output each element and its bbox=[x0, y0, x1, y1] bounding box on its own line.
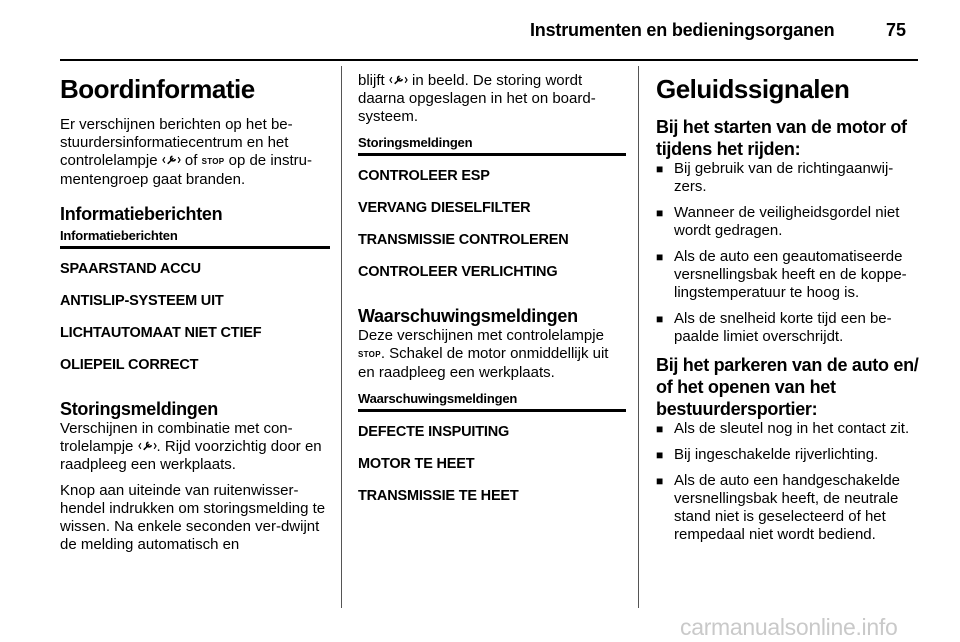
list-item: ■ Bij gebruik van de richtingaanwij-zers. bbox=[656, 160, 922, 196]
stop-symbol: STOP bbox=[201, 157, 225, 166]
fault-text-a: Verschijnen in combinatie met con-trolelampje bbox=[60, 420, 293, 455]
warn-message: TRANSMISSIE TE HEET bbox=[358, 488, 519, 504]
warn-heading: Waarschuwingsmeldingen bbox=[358, 306, 578, 326]
fault-message: CONTROLEER ESP bbox=[358, 168, 490, 184]
header-rule bbox=[60, 59, 918, 61]
wrench-warning-icon bbox=[162, 153, 181, 167]
info-table-header: Informatieberichten bbox=[60, 227, 330, 249]
wrench-warning-icon bbox=[138, 439, 157, 453]
fault-text-b: . Rijd voorzichtig door en raadpleeg een werkplaats. bbox=[60, 438, 322, 473]
fault-paragraph-2: Knop aan uiteinde van ruitenwisser-hendel indrukken om storingsmelding te wissen. Na enkele seconden ver-dwijnt de melding automatisch en bbox=[60, 482, 326, 553]
column-3 bbox=[656, 72, 922, 552]
column-divider-1 bbox=[341, 66, 342, 608]
intro-paragraph bbox=[60, 116, 330, 189]
fault-message: CONTROLEER VERLICHTING bbox=[358, 264, 558, 280]
list-item: ■ Wanneer de veiligheidsgordel niet wordt gedragen. bbox=[656, 204, 922, 240]
info-message: ANTISLIP-SYSTEEM UIT bbox=[60, 293, 224, 309]
page-number: 75 bbox=[886, 20, 907, 40]
stop-symbol: STOP bbox=[358, 350, 381, 359]
warn-message: MOTOR TE HEET bbox=[358, 456, 475, 472]
cont-text-a: blijft bbox=[358, 72, 385, 89]
intro-text-a: Er verschijnen berichten op het be-stuurdersinformatiecentrum en het controlelampje bbox=[60, 116, 293, 169]
info-heading: Informatieberichten bbox=[60, 204, 223, 224]
fault-table-header: Storingsmeldingen bbox=[358, 134, 626, 156]
column-2 bbox=[358, 72, 626, 505]
warn-text-a: Deze verschijnen met controlelampje bbox=[358, 327, 604, 344]
info-message: OLIEPEIL CORRECT bbox=[60, 357, 199, 373]
section-title-boordinformatie: Boordinformatie bbox=[60, 74, 255, 104]
list-item: ■ Als de auto een geautomatiseerde versnellingsbak heeft en de koppe-lingstemperatuur te hoog is. bbox=[656, 248, 922, 302]
subheading-driving: Bij het starten van de motor of tijdens het rijden: bbox=[656, 117, 907, 159]
fault-message: VERVANG DIESELFILTER bbox=[358, 200, 531, 216]
continuation-paragraph bbox=[358, 72, 626, 126]
page-header-title: Instrumenten en bedieningsorganen bbox=[530, 20, 835, 40]
list-item: ■ Als de sleutel nog in het contact zit. bbox=[656, 420, 922, 438]
column-1 bbox=[60, 72, 330, 562]
intro-of: of bbox=[184, 152, 198, 169]
warn-message: DEFECTE INSPUITING bbox=[358, 424, 510, 440]
list-item: ■ Als de auto een handgeschakelde versnellingsbak heeft, de neutrale stand niet is geselecteerd of het rempedaal niet wordt bediend. bbox=[656, 472, 922, 544]
fault-heading: Storingsmeldingen bbox=[60, 399, 218, 419]
warn-text-b: . Schakel de motor onmiddellijk uit en raadpleeg een werkplaats. bbox=[358, 345, 609, 381]
warn-table-header: Waarschuwingsmeldingen bbox=[358, 390, 626, 412]
list-driving bbox=[656, 160, 922, 346]
subheading-parking: Bij het parkeren van de auto en/ of het openen van het bestuurdersportier: bbox=[656, 355, 919, 419]
info-message: SPAARSTAND ACCU bbox=[60, 261, 201, 277]
section-title-geluidssignalen: Geluidssignalen bbox=[656, 74, 850, 104]
intro-text-b: op de instru-mentengroep gaat branden. bbox=[60, 152, 312, 188]
watermark: carmanualsonline.info bbox=[680, 614, 898, 640]
list-item: ■ Als de snelheid korte tijd een be-paalde limiet overschrijdt. bbox=[656, 310, 922, 346]
info-message: LICHTAUTOMAAT NIET CTIEF bbox=[60, 325, 262, 341]
list-item: ■ Bij ingeschakelde rijverlichting. bbox=[656, 446, 922, 464]
column-divider-2 bbox=[638, 66, 639, 608]
warn-paragraph bbox=[358, 327, 626, 382]
fault-paragraph bbox=[60, 420, 330, 474]
cont-text-b: in beeld. De storing wordt daarna opgeslagen in het on board-systeem. bbox=[358, 72, 596, 125]
fault-message: TRANSMISSIE CONTROLEREN bbox=[358, 232, 569, 248]
wrench-warning-icon bbox=[389, 73, 408, 87]
list-parking bbox=[656, 420, 922, 544]
